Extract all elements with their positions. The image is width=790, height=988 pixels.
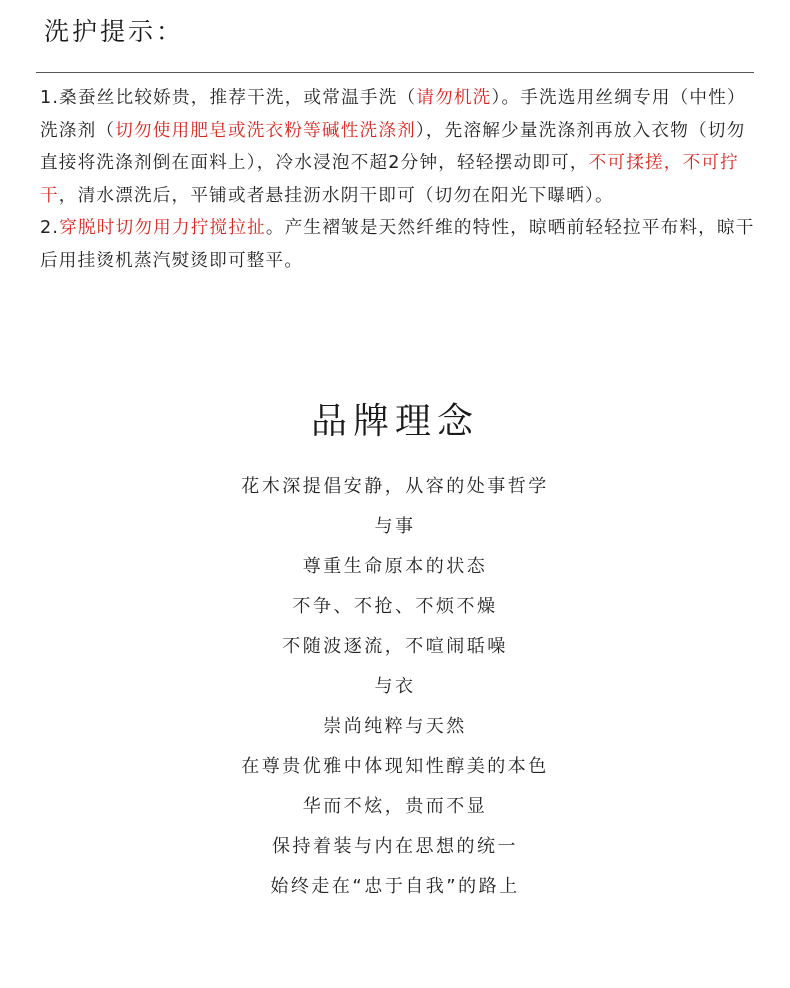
care-item-1-text-g: ，清水漂洗后，平铺或者悬挂沥水阴干即可（切勿在阳光下曝晒）。: [58, 185, 614, 206]
care-warning-no-pulling: 穿脱时切勿用力拧搅拉扯: [59, 218, 266, 239]
care-item-2: [40, 212, 764, 277]
brand-line: 华而不炫，贵而不显: [302, 796, 488, 817]
care-item-2-text-c: 。产生褶皱是天然纤维的特性，晾晒前轻轻拉平布料，晾干后用挂烫机蒸汽熨烫即可整平。: [40, 218, 755, 271]
care-warning-no-alkaline-detergent: 切勿使用肥皂或洗衣粉等碱性洗涤剂: [115, 120, 416, 141]
brand-line: 尊重生命原本的状态: [302, 556, 488, 577]
brand-line: 在尊贵优雅中体现知性醇美的本色: [241, 756, 549, 777]
brand-philosophy-title: 品牌理念: [310, 401, 479, 442]
care-warning-no-machine-wash: 请勿机洗: [416, 88, 492, 108]
brand-line: 崇尚纯粹与天然: [323, 716, 467, 737]
section-divider: [36, 72, 754, 73]
brand-line: 与衣: [374, 676, 416, 697]
care-item-1-text-c: ）。手洗选用丝绸专用（中性）洗涤剂（: [40, 88, 746, 141]
brand-line: 不随波逐流，不喧闹聒噪: [282, 636, 508, 657]
brand-line: 不争、不抢、不烦不燥: [292, 596, 498, 617]
brand-line: 花木深提倡安静，从容的处事哲学: [241, 476, 549, 497]
brand-line: 始终走在“忠于自我”的路上: [270, 876, 520, 897]
care-item-2-number: 2.: [40, 218, 60, 239]
care-instructions-body: [40, 82, 764, 278]
brand-philosophy-text: [0, 470, 790, 910]
care-warning-no-rub-no-wring: 不可揉搓，不可拧干: [40, 153, 739, 206]
brand-line: 保持着装与内在思想的统一: [272, 836, 518, 857]
care-item-1-text-a: 1.桑蚕丝比较娇贵，推荐干洗，或常温手洗（: [40, 88, 417, 108]
care-item-1-text-e: ），先溶解少量洗涤剂再放入衣物（切勿直接将洗涤剂倒在面料上），冷水浸泡不超2分钟，轻轻摆动即可，: [40, 120, 746, 174]
care-instructions-title: 洗护提示：: [44, 17, 185, 46]
care-item-1: [40, 82, 764, 212]
brand-line: 与事: [374, 516, 416, 537]
